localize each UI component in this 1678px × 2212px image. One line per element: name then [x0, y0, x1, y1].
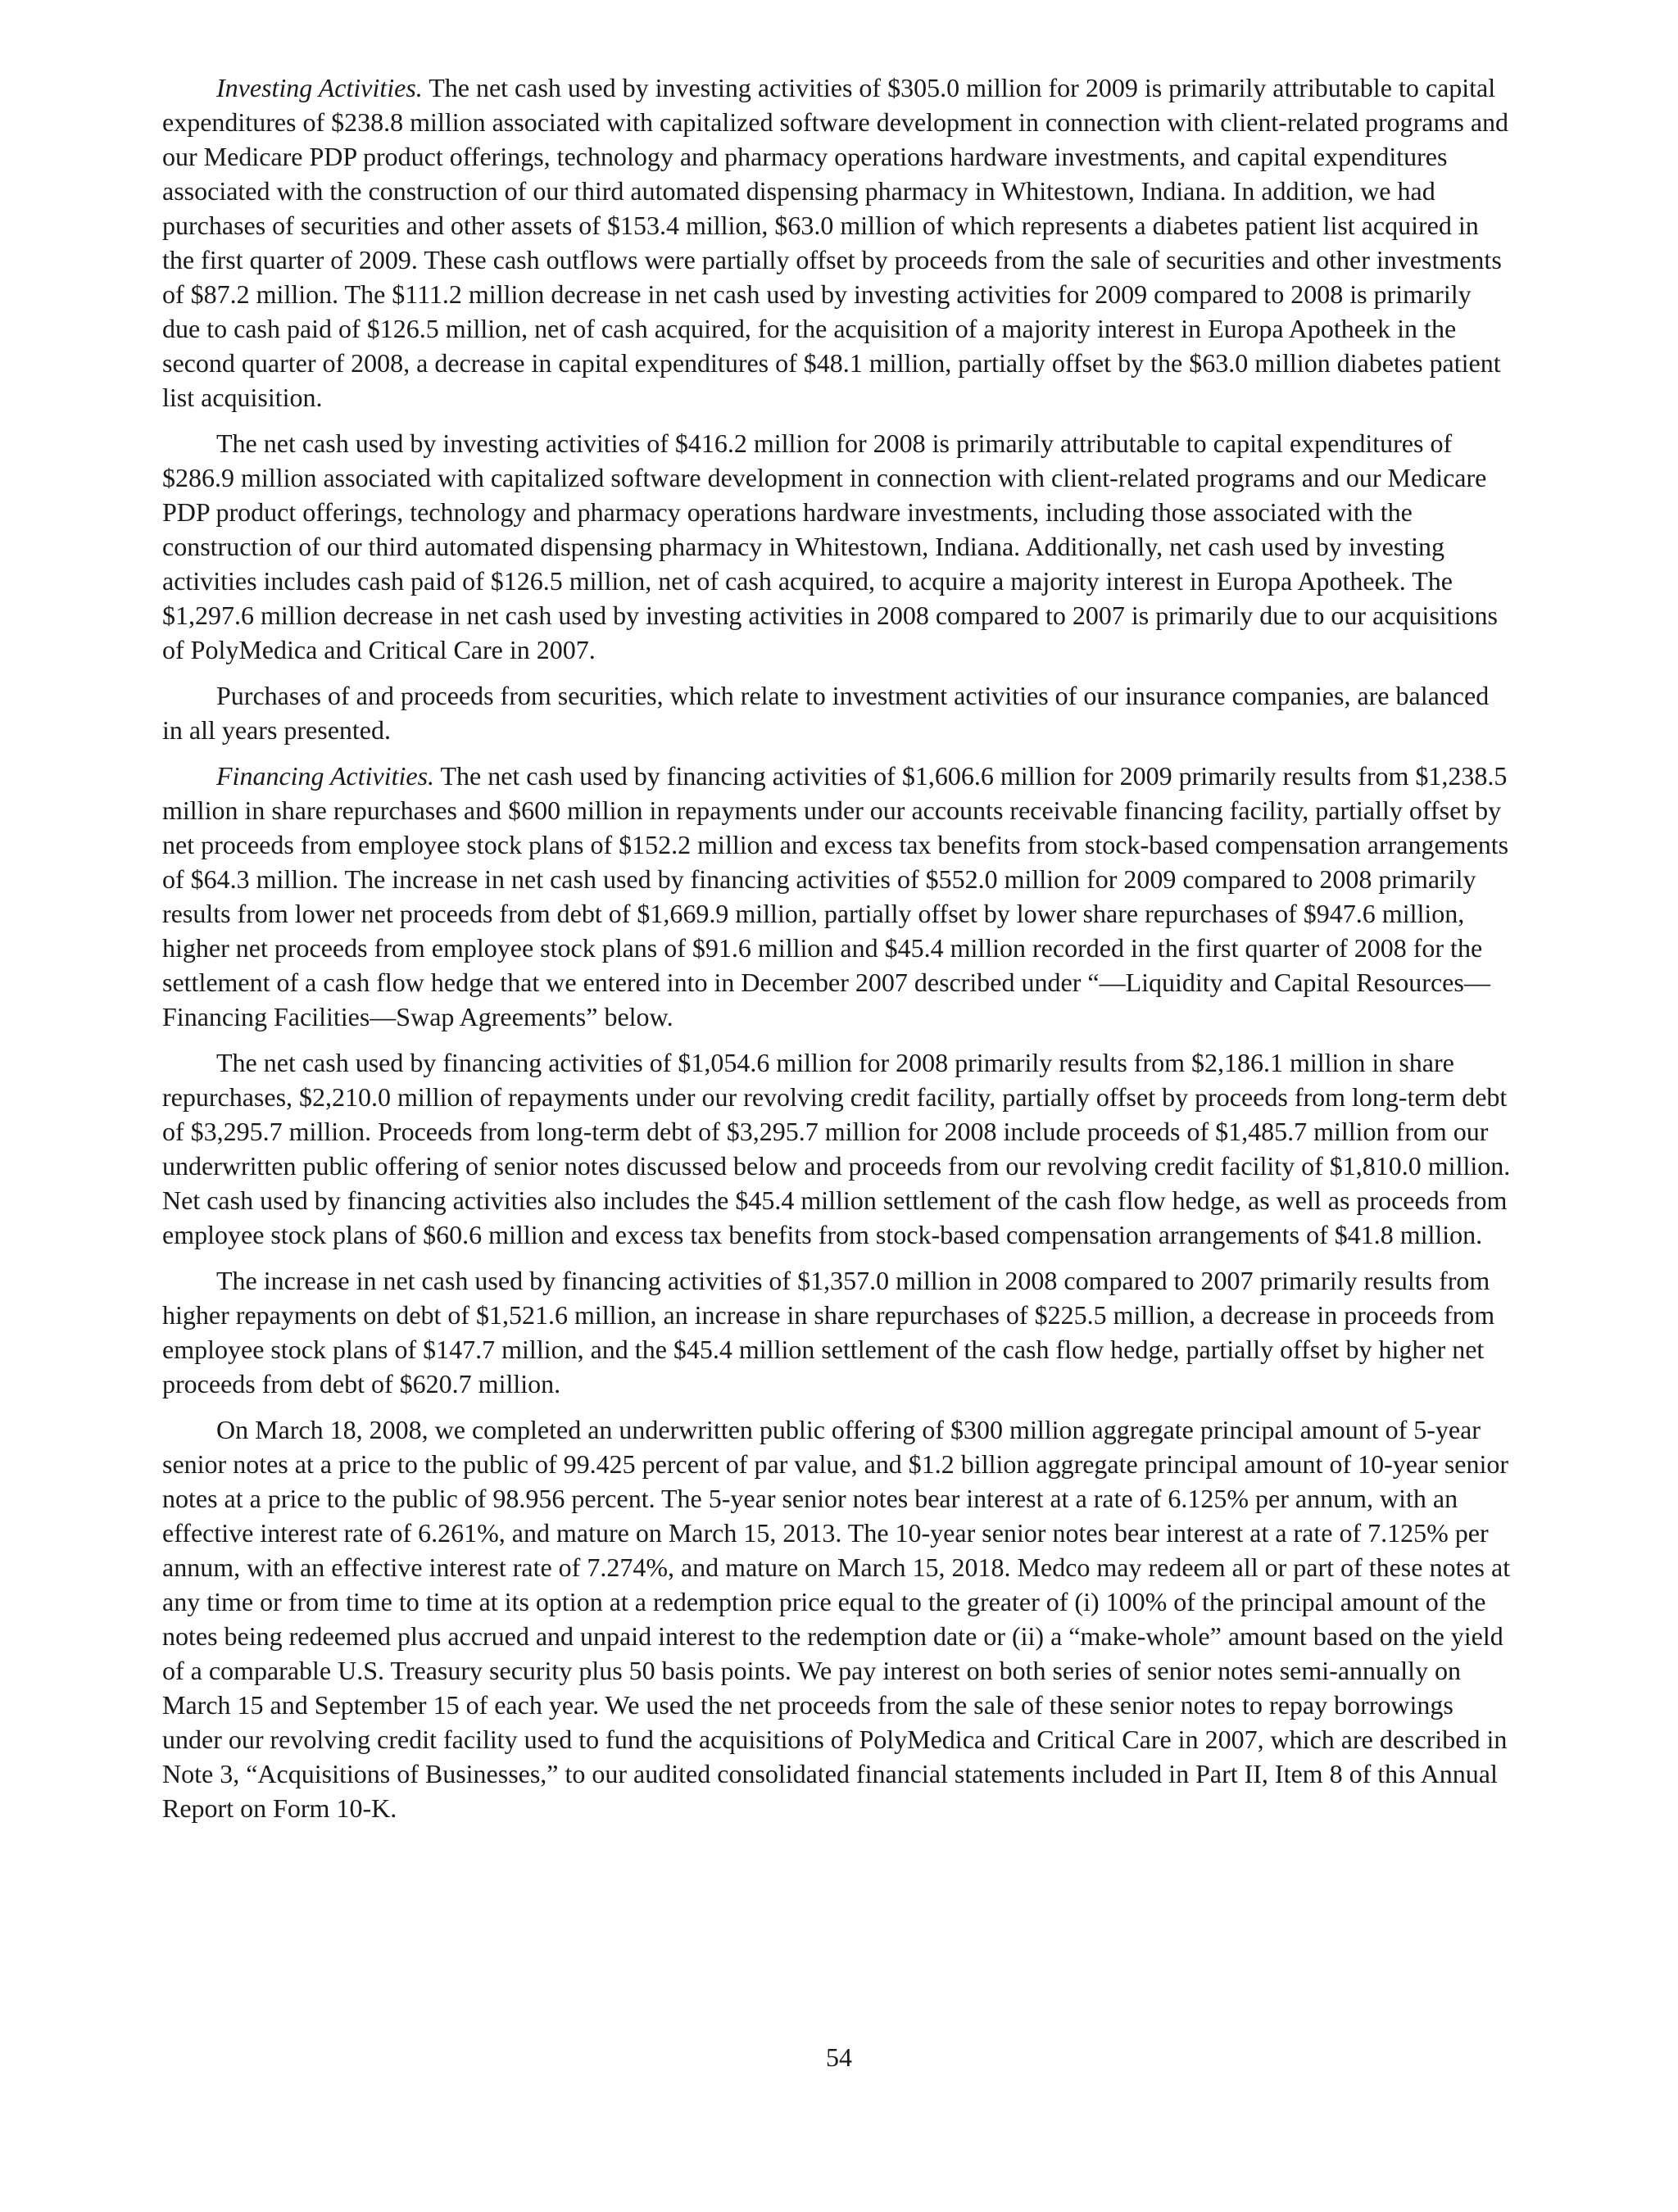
paragraph-text: Purchases of and proceeds from securities, which relate to investment activities of our insurance companies, are balanced in all years presented.: [162, 681, 1490, 745]
paragraph-financing-increase: [162, 1263, 1514, 1401]
paragraph-text: The net cash used by investing activities of $416.2 million for 2008 is primarily attributable to capital expenditures of $286.9 million associated with capitalized software development in connection with client-related programs and our Medicare PDP product offerings, technology and pharmacy operations hardware investments, including those associated with the construction of our third automated dispensing pharmacy in Whitestown, Indiana. Additionally, net cash used by investing activities includes cash paid of $126.5 million, net of cash acquired, to acquire a majority interest in Europa Apotheek. The $1,297.6 million decrease in net cash used by investing activities in 2008 compared to 2007 is primarily due to our acquisitions of PolyMedica and Critical Care in 2007.: [162, 428, 1498, 664]
paragraph-investing-activities-2009: [162, 70, 1514, 415]
paragraph-financing-activities-2008: [162, 1045, 1514, 1252]
paragraph-text: The increase in net cash used by financing activities of $1,357.0 million in 2008 compared to 2007 primarily results from higher repayments on debt of $1,521.6 million, an increase in share repurchases of $225.5 million, a decrease in proceeds from employee stock plans of $147.7 million, and the $45.4 million settlement of the cash flow hedge, partially offset by higher net proceeds from debt of $620.7 million.: [162, 1266, 1495, 1398]
paragraph-senior-notes: [162, 1412, 1514, 1825]
paragraph-financing-activities-2009: [162, 759, 1514, 1034]
paragraph-text: The net cash used by financing activities of $1,606.6 million for 2009 primarily results from $1,238.5 million in share repurchases and $600 million in repayments under our accounts receivable financing facility, partially offset by net proceeds from employee stock plans of $152.2 million and excess tax benefits from stock-based compensation arrangements of $64.3 million. The increase in net cash used by financing activities of $552.0 million for 2009 compared to 2008 primarily results from lower net proceeds from debt of $1,669.9 million, partially offset by lower share repurchases of $947.6 million, higher net proceeds from employee stock plans of $91.6 million and $45.4 million recorded in the first quarter of 2008 for the settlement of a cash flow hedge that we entered into in December 2007 described under “—Liquidity and Capital Resources—Financing Facilities—Swap Agreements” below.: [162, 761, 1509, 1031]
paragraph-investing-activities-2008: [162, 426, 1514, 667]
paragraph-text: The net cash used by financing activities of $1,054.6 million for 2008 primarily results from $2,186.1 million in share repurchases, $2,210.0 million of repayments under our revolving credit facility, partially offset by proceeds from long-term debt of $3,295.7 million. Proceeds from long-term debt of $3,295.7 million for 2008 include proceeds of $1,485.7 million from our underwritten public offering of senior notes discussed below and proceeds from our revolving credit facility of $1,810.0 million. Net cash used by financing activities also includes the $45.4 million settlement of the cash flow hedge, as well as proceeds from employee stock plans of $60.6 million and excess tax benefits from stock-based compensation arrangements of $41.8 million.: [162, 1048, 1511, 1249]
paragraph-text: The net cash used by investing activities of $305.0 million for 2009 is primarily attributable to capital expenditures of $238.8 million associated with capitalized software development in connection with client-related programs and our Medicare PDP product offerings, technology and pharmacy operations hardware investments, and capital expenditures associated with the construction of our third automated dispensing pharmacy in Whitestown, Indiana. In addition, we had purchases of securities and other assets of $153.4 million, $63.0 million of which represents a diabetes patient list acquired in the first quarter of 2009. These cash outflows were partially offset by proceeds from the sale of securities and other investments of $87.2 million. The $111.2 million decrease in net cash used by investing activities for 2009 compared to 2008 is primarily due to cash paid of $126.5 million, net of cash acquired, for the acquisition of a majority interest in Europa Apotheek in the second quarter of 2008, a decrease in capital expenditures of $48.1 million, partially offset by the $63.0 million diabetes patient list acquisition.: [162, 73, 1509, 412]
paragraph-text: On March 18, 2008, we completed an underwritten public offering of $300 million aggregate principal amount of 5-year senior notes at a price to the public of 99.425 percent of par value, and $1.2 billion aggregate principal amount of 10-year senior notes at a price to the public of 98.956 percent. The 5-year senior notes bear interest at a rate of 6.125% per annum, with an effective interest rate of 6.261%, and mature on March 15, 2013. The 10-year senior notes bear interest at a rate of 7.125% per annum, with an effective interest rate of 7.274%, and mature on March 15, 2018. Medco may redeem all or part of these notes at any time or from time to time at its option at a redemption price equal to the greater of (i) 100% of the principal amount of the notes being redeemed plus accrued and unpaid interest to the redemption date or (ii) a “make-whole” amount based on the yield of a comparable U.S. Treasury security plus 50 basis points. We pay interest on both series of senior notes semi-annually on March 15 and September 15 of each year. We used the net proceeds from the sale of these senior notes to repay borrowings under our revolving credit facility used to fund the acquisitions of PolyMedica and Critical Care in 2007, which are described in Note 3, “Acquisitions of Businesses,” to our audited consolidated financial statements included in Part II, Item 8 of this Annual Report on Form 10-K.: [162, 1415, 1511, 1823]
investing-activities-heading: Investing Activities.: [216, 73, 423, 102]
paragraph-securities: [162, 678, 1514, 747]
document-body: [162, 70, 1514, 1837]
financing-activities-heading: Financing Activities.: [216, 761, 435, 791]
page-number: 54: [826, 2042, 852, 2072]
